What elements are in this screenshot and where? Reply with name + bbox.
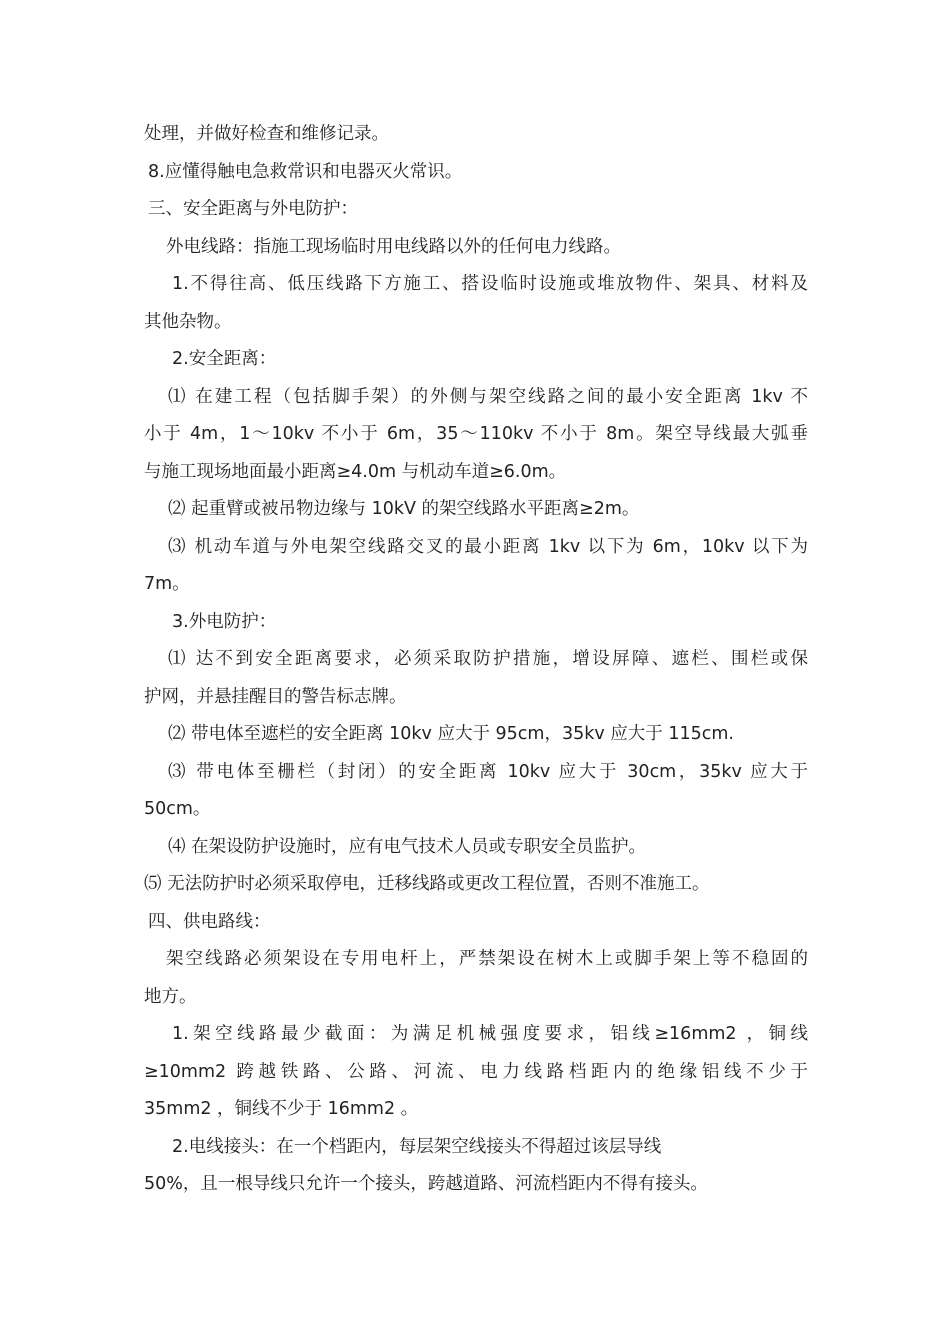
section-heading: 四、供电路线： xyxy=(148,911,271,932)
text-line: 外电线路：指施工现场临时用电线路以外的任何电力线路。 xyxy=(166,236,621,257)
text-line: 35mm2 ，铜线不少于 16mm2 。 xyxy=(144,1099,419,1119)
text-line: 1.不得往高、低压线路下方施工、搭设临时设施或堆放物件、架具、材料及 xyxy=(172,274,808,294)
text-line: 其他杂物。 xyxy=(144,311,232,332)
text-line: 2.电线接头：在一个档距内，每层架空线接头不得超过该层导线 xyxy=(172,1136,662,1157)
text-line: 地方。 xyxy=(144,986,197,1007)
text-line: 处理，并做好检查和维修记录。 xyxy=(144,124,389,144)
text-line: 小于 4m，1～10kv 不小于 6m，35～110kv 不小于 8m。架空导线最大弧垂 xyxy=(144,424,808,444)
text-line: ≥10mm2 跨越铁路、公路、河流、电力线路档距内的绝缘铝线不少于 xyxy=(144,1061,808,1082)
text-line: 8.应懂得触电急救常识和电器灭火常识。 xyxy=(148,161,463,182)
section-heading: 三、安全距离与外电防护： xyxy=(148,199,358,219)
text-line: 7m。 xyxy=(144,574,190,594)
text-line: ⑵ 起重臂或被吊物边缘与 10kV 的架空线路水平距离≥2m。 xyxy=(168,499,640,519)
subsection-heading: 2.安全距离： xyxy=(172,349,277,369)
text-line: ⑵ 带电体至遮栏的安全距离 10kv 应大于 95cm，35kv 应大于 115cm. xyxy=(168,724,734,744)
text-line: ⑴ 在建工程（包括脚手架）的外侧与架空线路之间的最小安全距离 1kv 不 xyxy=(168,386,808,407)
document-body xyxy=(144,116,808,1204)
text-line: ⑷ 在架设防护设施时，应有电气技术人员或专职安全员监护。 xyxy=(168,836,647,857)
text-line: ⑶ 机动车道与外电架空线路交叉的最小距离 1kv 以下为 6m，10kv 以下为 xyxy=(168,536,808,557)
text-line: 50cm。 xyxy=(144,799,211,819)
text-line: 与施工现场地面最小距离≥4.0m 与机动车道≥6.0m。 xyxy=(144,461,567,482)
text-line: 50%，且一根导线只允许一个接头，跨越道路、河流档距内不得有接头。 xyxy=(144,1174,708,1194)
text-line: 1.架空线路最少截面：为满足机械强度要求，铝线≥16mm2 ，铜线 xyxy=(172,1024,808,1044)
subsection-heading: 3.外电防护： xyxy=(172,611,277,632)
text-line: ⑴ 达不到安全距离要求，必须采取防护措施，增设屏障、遮栏、围栏或保 xyxy=(168,649,808,669)
text-line: ⑸ 无法防护时必须采取停电，迁移线路或更改工程位置，否则不准施工。 xyxy=(144,874,710,894)
text-line: 架空线路必须架设在专用电杆上，严禁架设在树木上或脚手架上等不稳固的 xyxy=(166,949,808,969)
text-line: ⑶ 带电体至栅栏（封闭）的安全距离 10kv 应大于 30cm，35kv 应大于 xyxy=(168,761,808,782)
text-line: 护网，并悬挂醒目的警告标志牌。 xyxy=(144,686,407,707)
